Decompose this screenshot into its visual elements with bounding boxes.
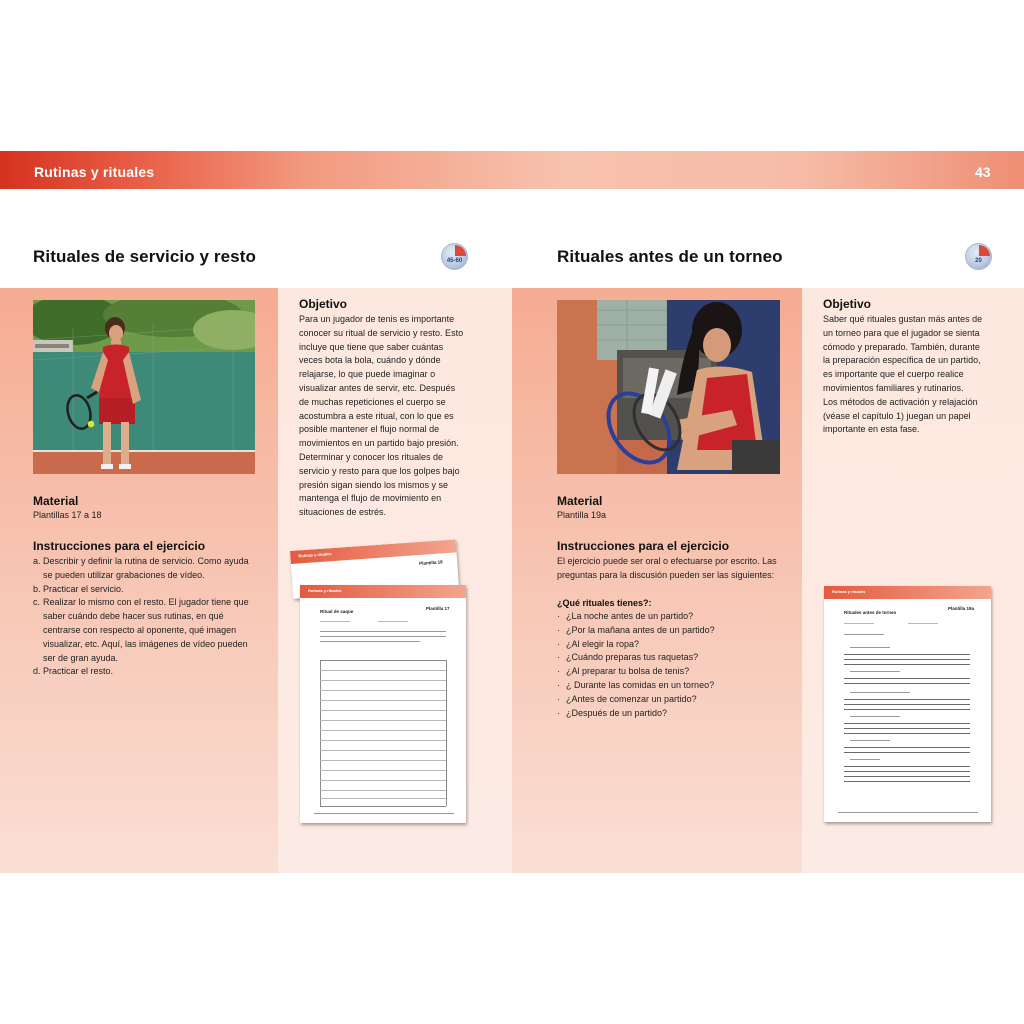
worksheet-back-thumbnail: Rutinas y rituales Plantilla 18	[290, 539, 459, 598]
left-badge-label: 45-60	[446, 258, 463, 264]
instruction-step: a. Describir y definir la rutina de servicio. Como ayuda se pueden utilizar grabaciones de vídeo.	[33, 556, 249, 580]
right-questions-heading: ¿Qué rituales tienes?:	[557, 598, 652, 608]
right-objective-text: Saber qué rituales gustan más antes de un torneo para que el jugador se sienta cómodo y preparado. También, durante la preparación específica de un partido, es importante que el cuerpo realice movimientos familiares y rutinarios. Los métodos de activación y relajación (véase el capítulo 1) juegan un papel importante en esta fase.	[823, 314, 983, 435]
left-section-title: Rituales de servicio y resto	[33, 247, 256, 266]
right-instructions-heading: Instrucciones para el ejercicio	[557, 539, 730, 553]
chapter-title: Rutinas y rituales	[34, 164, 155, 180]
right-instructions-text: El ejercicio puede ser oral o efectuarse por escrito. Las preguntas para la discusión pueden ser las siguientes:	[557, 556, 777, 580]
instruction-step: d. Practicar el resto.	[33, 666, 114, 677]
question-item: · ¿Al preparar tu bolsa de tenis?	[557, 665, 787, 679]
left-instructions-heading: Instrucciones para el ejercicio	[33, 539, 206, 553]
instruction-step: c. Realizar lo mismo con el resto. El jugador tiene que saber cuándo debe hacer sus rutinas, en qué centrarse con respecto al oponente, qué imagen visualizar, etc. Aquí, las imágenes de vídeo pueden ser de gran ayuda.	[33, 597, 249, 663]
left-material-text: Plantillas 17 a 18	[33, 510, 102, 520]
right-questions-list	[557, 610, 787, 720]
right-badge-label: 20	[975, 258, 982, 264]
question-item: · ¿ Durante las comidas en un torneo?	[557, 679, 787, 693]
right-tennis-rackets-photo	[557, 300, 780, 474]
right-time-clock-icon	[965, 243, 992, 270]
right-section-title: Rituales antes de un torneo	[557, 247, 783, 266]
question-item: · ¿La noche antes de un partido?	[557, 610, 787, 624]
question-item: · ¿Antes de comenzar un partido?	[557, 693, 787, 707]
left-tennis-serve-photo	[33, 300, 255, 474]
left-objective-text: Para un jugador de tenis es importante conocer su ritual de servicio y resto. Esto incluye que tiene que saber cuántas veces bota la bola, cuándo y dónde relajarse, lo que puede imaginar o visualizar antes de servir, etc. Después de muchas repeticiones el cuerpo se acostumbra a este ritual, con lo que es posible mantener el flujo normal de movimientos en un partido bajo presión. Determinar y conocer los rituales de servicio y resto para que los golpes bajo presión sigan siendo los mismos y se mantenga el flujo de movimiento en situaciones de estrés.	[299, 314, 464, 518]
question-item: · ¿Cuándo preparas tus raquetas?	[557, 651, 787, 665]
left-instructions-list	[33, 555, 273, 679]
right-objective-heading: Objetivo	[823, 297, 872, 311]
left-material-heading: Material	[33, 494, 79, 508]
right-material-heading: Material	[557, 494, 603, 508]
right-material-text: Plantilla 19a	[557, 510, 607, 520]
left-objective-heading: Objetivo	[299, 297, 348, 311]
question-item: · ¿Al elegir la ropa?	[557, 638, 787, 652]
question-item: · ¿Después de un partido?	[557, 707, 787, 721]
worksheet-right-thumbnail: Rutinas y rituales Rituales antes de torneo Plantilla 19a	[824, 586, 991, 822]
page-number: 43	[975, 164, 991, 180]
left-time-clock-icon	[441, 243, 468, 270]
worksheet-front-thumbnail: Rutinas y rituales Ritual de saque Plantilla 17	[300, 585, 466, 823]
instruction-step: b. Practicar el servicio.	[33, 583, 124, 594]
question-item: · ¿Por la mañana antes de un partido?	[557, 624, 787, 638]
